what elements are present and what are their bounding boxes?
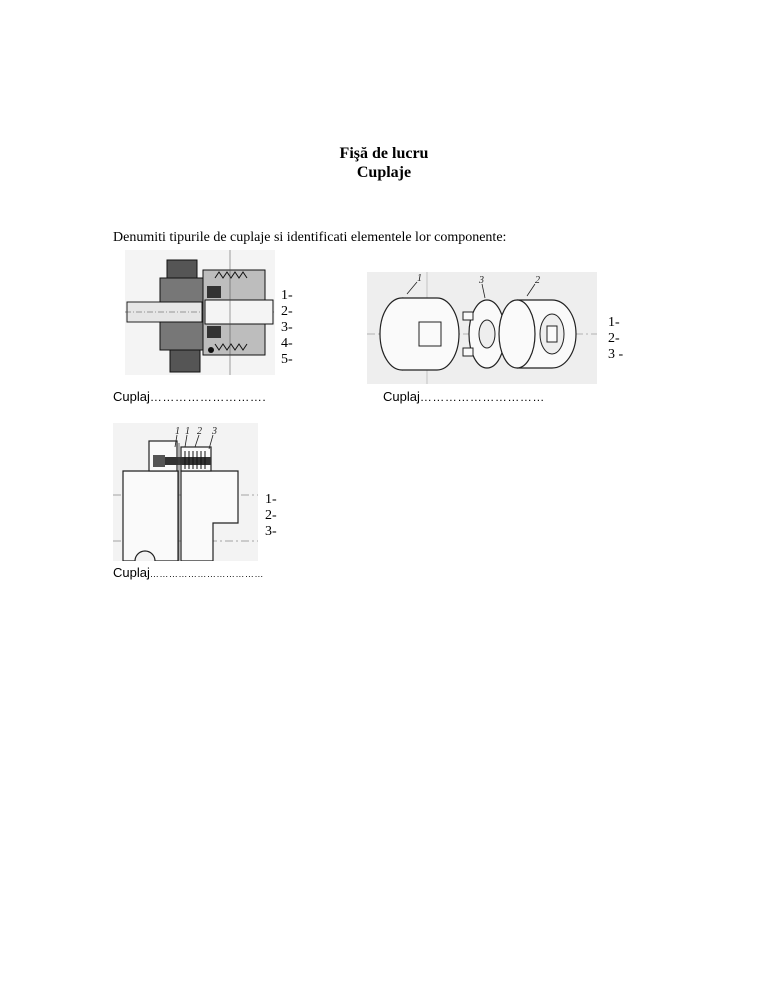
fig1-label-2: 2-	[281, 304, 293, 319]
fig1-label-3: 3-	[281, 320, 293, 335]
fig1-label-5: 5-	[281, 352, 293, 367]
coupling-drawing-2	[367, 272, 597, 384]
fig1-answer-blank: ……………………….	[149, 390, 267, 404]
fig2-caption	[383, 389, 545, 404]
fig3-part-mark-1b: 1	[185, 426, 190, 437]
fig3-part-mark-1a: 1	[175, 426, 180, 437]
fig3-caption-word: Cuplaj	[113, 565, 150, 580]
instructions-text: Denumiti tipurile de cuplaje si identificati elementele lor componente:	[113, 230, 507, 245]
worksheet-title: Fişă de lucru	[339, 145, 429, 162]
fig1-part-labels	[281, 288, 293, 368]
fig2-part-mark-2: 2	[535, 275, 540, 286]
fig2-label-3: 3 -	[608, 347, 624, 362]
fig3-label-1: 1-	[265, 492, 277, 507]
fig2-part-mark-3: 3	[479, 275, 484, 286]
fig3-caption	[113, 565, 264, 580]
fig3-part-mark-2: 2	[197, 426, 202, 437]
fig2-label-1: 1-	[608, 315, 620, 330]
fig2-answer-blank: …………………………	[419, 390, 545, 404]
fig2-caption-word: Cuplaj	[383, 389, 420, 404]
coupling-drawing-3	[113, 423, 258, 561]
worksheet-subtitle: Cuplaje	[356, 164, 412, 181]
fig1-caption	[113, 389, 266, 404]
fig3-answer-blank: ………………………………	[149, 569, 264, 579]
fig2-part-mark-1: 1	[417, 273, 422, 284]
coupling-drawing-1	[125, 250, 275, 375]
fig3-part-labels	[265, 492, 277, 540]
fig3-label-2: 2-	[265, 508, 277, 523]
fig2-part-labels	[608, 315, 623, 363]
fig1-label-4: 4-	[281, 336, 293, 351]
fig3-part-mark-3: 3	[212, 426, 217, 437]
fig3-label-3: 3-	[265, 524, 277, 539]
fig1-label-1: 1-	[281, 288, 293, 303]
fig2-label-2: 2-	[608, 331, 620, 346]
fig1-caption-word: Cuplaj	[113, 389, 150, 404]
